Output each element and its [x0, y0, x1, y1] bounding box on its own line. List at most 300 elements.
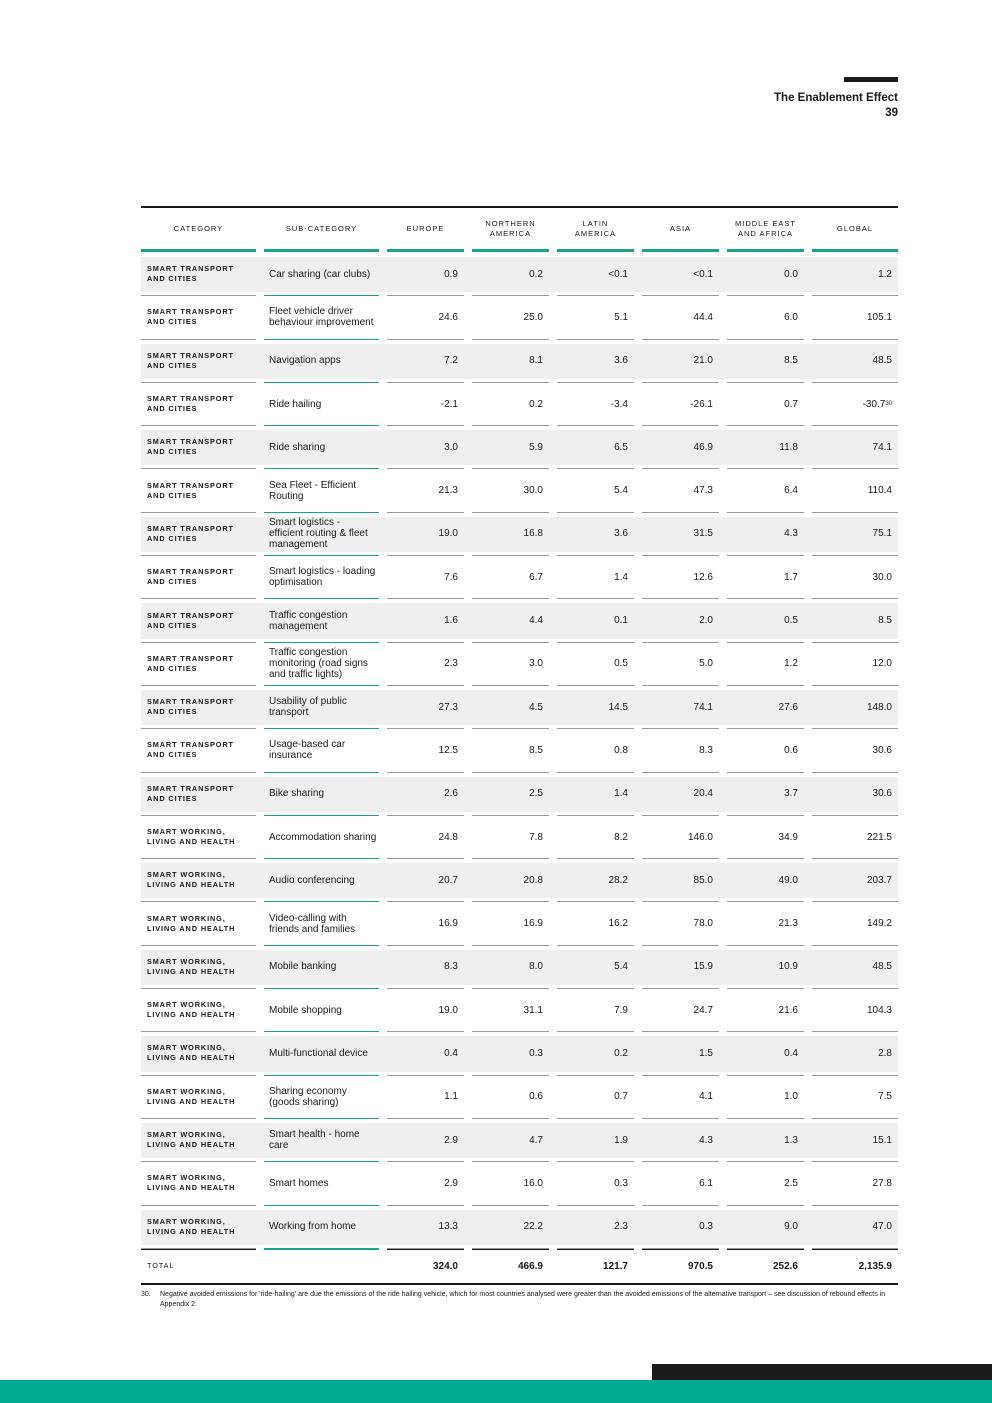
- value-text: 21.3: [778, 918, 798, 930]
- category-cell: [141, 902, 256, 945]
- value-cell-northern-america: [472, 556, 549, 599]
- category-label: SMART TRANSPORT AND CITIES: [147, 567, 234, 587]
- value-text: 12.5: [438, 744, 458, 756]
- value-cell-middle-east-africa: [727, 816, 804, 859]
- value-text: 3.6: [614, 528, 628, 540]
- value-text: 8.0: [529, 961, 543, 973]
- value-cell-northern-america: [472, 902, 549, 945]
- value-cell-northern-america: [472, 253, 549, 296]
- category-label: SMART TRANSPORT AND CITIES: [147, 653, 234, 673]
- sub-category-label: Ride sharing: [269, 441, 326, 453]
- table-row: [141, 1162, 898, 1205]
- value-cell-middle-east-africa: [727, 1076, 804, 1119]
- value-cell-global: -30.7 30: [812, 383, 898, 426]
- category-cell: [141, 686, 256, 729]
- value-cell-asia: [642, 1119, 719, 1162]
- value-cell-asia: [642, 340, 719, 383]
- value-text: 48.5: [872, 355, 892, 367]
- value-cell-latin-america: [557, 729, 634, 772]
- category-label: SMART WORKING, LIVING AND HEALTH: [147, 956, 236, 976]
- table-total-row: [141, 1249, 898, 1283]
- value-text: 21.0: [693, 355, 713, 367]
- category-label: SMART WORKING, LIVING AND HEALTH: [147, 1043, 236, 1063]
- value-text: 0.2: [614, 1047, 628, 1059]
- table-body: [141, 253, 898, 1249]
- value-text: 7.6: [444, 571, 458, 583]
- category-cell: [141, 816, 256, 859]
- value-text: 13.3: [438, 1221, 458, 1233]
- value-text: 6.7: [529, 571, 543, 583]
- header-bar: [844, 77, 898, 82]
- category-cell: [141, 1206, 256, 1249]
- sub-category-cell: [264, 1162, 379, 1205]
- value-text: 221.5: [866, 831, 892, 843]
- value-text: 8.1: [529, 355, 543, 367]
- table-bottom-rule: [141, 1283, 898, 1285]
- value-text: 0.2: [529, 398, 543, 410]
- category-cell: [141, 253, 256, 296]
- footer-dark-bar: [652, 1364, 992, 1380]
- category-label: SMART TRANSPORT AND CITIES: [147, 394, 234, 414]
- category-cell: [141, 773, 256, 816]
- value-cell-europe: [387, 513, 464, 556]
- value-cell-europe: [387, 729, 464, 772]
- value-text: 5.0: [699, 658, 713, 670]
- table-row: [141, 1119, 898, 1162]
- value-cell-latin-america: [557, 1206, 634, 1249]
- value-text: 8.5: [784, 355, 798, 367]
- value-text: 1.4: [614, 788, 628, 800]
- value-cell-global: [812, 1032, 898, 1075]
- value-text: 15.1: [872, 1134, 892, 1146]
- value-text: 49.0: [778, 874, 798, 886]
- table-row: [141, 989, 898, 1032]
- value-text: 24.6: [438, 311, 458, 323]
- value-text: 30.0: [523, 485, 543, 497]
- value-text: 11.8: [779, 441, 798, 453]
- category-cell: [141, 729, 256, 772]
- value-cell-europe: [387, 469, 464, 512]
- table-row: [141, 729, 898, 772]
- value-text: 6.1: [699, 1177, 713, 1189]
- value-text: 7.9: [614, 1004, 628, 1016]
- value-text: 25.0: [523, 311, 543, 323]
- category-label: SMART WORKING, LIVING AND HEALTH: [147, 1000, 236, 1020]
- value-text: 1.4: [614, 571, 628, 583]
- footnote-number: 30.: [141, 1291, 151, 1298]
- table-row: [141, 296, 898, 339]
- value-text: 30.6: [872, 744, 892, 756]
- value-text: 27.3: [438, 701, 458, 713]
- sub-category-cell: [264, 773, 379, 816]
- value-cell-asia: [642, 1162, 719, 1205]
- value-text: 74.1: [872, 441, 892, 453]
- value-cell-global: [812, 729, 898, 772]
- value-cell-latin-america: [557, 946, 634, 989]
- value-cell-middle-east-africa: [727, 643, 804, 686]
- sub-category-label: Audio conferencing: [269, 874, 355, 886]
- sub-category-label: Multi-functional device: [269, 1047, 368, 1059]
- value-cell-latin-america: [557, 816, 634, 859]
- value-text: 4.3: [699, 1134, 713, 1146]
- sub-category-cell: [264, 1032, 379, 1075]
- value-text: 46.9: [693, 441, 713, 453]
- category-cell: [141, 1162, 256, 1205]
- value-cell-europe: [387, 599, 464, 642]
- value-cell-northern-america: [472, 1119, 549, 1162]
- sub-category-label: Smart homes: [269, 1177, 329, 1189]
- value-text: 9.0: [784, 1221, 798, 1233]
- value-cell-middle-east-africa: [727, 989, 804, 1032]
- value-cell-middle-east-africa: [727, 1206, 804, 1249]
- value-cell-global: [812, 1162, 898, 1205]
- value-cell-middle-east-africa: [727, 859, 804, 902]
- sub-category-cell: [264, 729, 379, 772]
- column-header-latin-america: LATIN AMERICA: [557, 208, 634, 252]
- value-text: 203.7: [866, 874, 892, 886]
- value-text: 0.8: [614, 744, 628, 756]
- value-text: 22.2: [523, 1221, 543, 1233]
- sub-category-cell: [264, 1206, 379, 1249]
- value-cell-asia: [642, 1032, 719, 1075]
- value-text: 8.5: [529, 744, 543, 756]
- value-text: 5.9: [529, 441, 543, 453]
- sub-category-cell: [264, 513, 379, 556]
- category-label: SMART TRANSPORT AND CITIES: [147, 480, 234, 500]
- value-text: <0.1: [608, 268, 628, 280]
- category-label: SMART TRANSPORT AND CITIES: [147, 610, 234, 630]
- category-cell: [141, 599, 256, 642]
- category-label: SMART TRANSPORT AND CITIES: [147, 523, 234, 543]
- value-cell-northern-america: [472, 773, 549, 816]
- value-text: 1.5: [699, 1047, 713, 1059]
- value-text: 5.4: [614, 961, 628, 973]
- sub-category-cell: [264, 946, 379, 989]
- value-cell-europe: [387, 773, 464, 816]
- sub-category-cell: [264, 469, 379, 512]
- category-label: SMART WORKING, LIVING AND HEALTH: [147, 870, 236, 890]
- category-cell: [141, 340, 256, 383]
- value-cell-middle-east-africa: [727, 729, 804, 772]
- sub-category-label: Smart health - home care: [269, 1129, 360, 1152]
- value-cell-asia: [642, 773, 719, 816]
- sub-category-label: Accommodation sharing: [269, 831, 377, 843]
- value-cell-global: [812, 426, 898, 469]
- value-text: 12.0: [872, 658, 892, 670]
- column-header-global: GLOBAL: [812, 208, 898, 252]
- value-cell-northern-america: [472, 513, 549, 556]
- value-cell-latin-america: [557, 599, 634, 642]
- value-text: 31.5: [693, 528, 713, 540]
- table-row: [141, 686, 898, 729]
- value-text: 0.0: [784, 268, 798, 280]
- value-cell-middle-east-africa: [727, 556, 804, 599]
- category-label: SMART TRANSPORT AND CITIES: [147, 264, 234, 284]
- sub-category-cell: [264, 1076, 379, 1119]
- value-cell-middle-east-africa: [727, 426, 804, 469]
- value-text: 20.4: [693, 788, 713, 800]
- page-title: The Enablement Effect: [774, 92, 898, 104]
- value-cell-middle-east-africa: [727, 1032, 804, 1075]
- value-text: 1.7: [784, 571, 798, 583]
- value-cell-global: [812, 556, 898, 599]
- value-text: 74.1: [693, 701, 713, 713]
- sub-category-cell: [264, 599, 379, 642]
- sub-category-label: Mobile banking: [269, 961, 337, 973]
- value-text: 48.5: [872, 961, 892, 973]
- value-text: 0.3: [529, 1047, 543, 1059]
- value-cell-middle-east-africa: [727, 1162, 804, 1205]
- value-cell-northern-america: [472, 989, 549, 1032]
- value-text: 47.3: [693, 485, 713, 497]
- emissions-table: [141, 206, 898, 1285]
- value-text: 78.0: [693, 918, 713, 930]
- value-text: 2.8: [878, 1047, 892, 1059]
- value-cell-northern-america: [472, 1032, 549, 1075]
- value-text: 1.2: [878, 268, 892, 280]
- value-cell-global: [812, 902, 898, 945]
- value-text: 27.8: [872, 1177, 892, 1189]
- value-text: 8.3: [699, 744, 713, 756]
- category-label: SMART TRANSPORT AND CITIES: [147, 740, 234, 760]
- value-cell-latin-america: [557, 253, 634, 296]
- value-cell-latin-america: [557, 643, 634, 686]
- value-cell-asia: [642, 946, 719, 989]
- table-header-row: [141, 208, 898, 253]
- value-text: 19.0: [438, 1004, 458, 1016]
- value-cell-middle-east-africa: [727, 383, 804, 426]
- value-cell-global: [812, 643, 898, 686]
- category-label: SMART TRANSPORT AND CITIES: [147, 783, 234, 803]
- table-row: [141, 859, 898, 902]
- value-cell-asia: [642, 1206, 719, 1249]
- footnote-text: Negative avoided emissions for 'ride-hailing' are due the emissions of the ride hailing vehicle, which for most countries analysed were greater than the avoided emissions of the alternative transport – see discussion of rebound effects in Appendix 2.: [160, 1291, 886, 1308]
- value-text: 4.5: [529, 701, 543, 713]
- category-cell: [141, 383, 256, 426]
- total-value-middle-east-africa: 252.6: [727, 1249, 804, 1283]
- value-cell-global: [812, 469, 898, 512]
- column-header-europe: EUROPE: [387, 208, 464, 252]
- value-cell-asia: [642, 426, 719, 469]
- table-row: [141, 1076, 898, 1119]
- value-text: 4.3: [784, 528, 798, 540]
- value-cell-asia: [642, 1076, 719, 1119]
- value-cell-europe: [387, 989, 464, 1032]
- value-cell-global: [812, 296, 898, 339]
- sub-category-cell: [264, 643, 379, 686]
- value-text: 24.8: [438, 831, 458, 843]
- table-row: [141, 643, 898, 686]
- value-cell-latin-america: [557, 340, 634, 383]
- value-text: 0.3: [614, 1177, 628, 1189]
- value-text: 105.1: [866, 311, 892, 323]
- value-cell-global: [812, 946, 898, 989]
- sub-category-label: Working from home: [269, 1221, 357, 1233]
- value-text: 12.6: [693, 571, 713, 583]
- value-cell-northern-america: [472, 643, 549, 686]
- column-header-middle-east-africa: MIDDLE EAST AND AFRICA: [727, 208, 804, 252]
- value-text: 15.9: [693, 961, 713, 973]
- column-header-category: CATEGORY: [141, 208, 256, 252]
- value-cell-latin-america: [557, 773, 634, 816]
- category-cell: [141, 1032, 256, 1075]
- value-text: -26.1: [690, 398, 713, 410]
- value-text: 148.0: [866, 701, 892, 713]
- value-text: 0.6: [784, 744, 798, 756]
- value-text: 34.9: [778, 831, 798, 843]
- value-text: 44.4: [693, 311, 713, 323]
- value-cell-europe: [387, 253, 464, 296]
- value-cell-asia: [642, 469, 719, 512]
- sub-category-label: Traffic congestion monitoring (road signs and traffic lights): [269, 647, 368, 681]
- value-text: <0.1: [693, 268, 713, 280]
- value-text: 10.9: [778, 961, 798, 973]
- value-text: 1.1: [444, 1091, 458, 1103]
- sub-category-label: Ride hailing: [269, 398, 322, 410]
- value-cell-europe: [387, 556, 464, 599]
- table-row: [141, 383, 898, 426]
- value-text: 0.2: [529, 268, 543, 280]
- value-text: 5.4: [614, 485, 628, 497]
- value-text: 3.0: [529, 658, 543, 670]
- sub-category-cell: [264, 340, 379, 383]
- value-text: 27.6: [778, 701, 798, 713]
- category-cell: [141, 643, 256, 686]
- value-text: 3.7: [784, 788, 798, 800]
- category-cell: [141, 469, 256, 512]
- value-text: 4.4: [529, 615, 543, 627]
- total-label: TOTAL: [141, 1249, 256, 1283]
- value-cell-global: [812, 513, 898, 556]
- value-text: 5.1: [614, 311, 628, 323]
- value-text: 31.1: [523, 1004, 543, 1016]
- value-cell-latin-america: [557, 686, 634, 729]
- value-text: 4.7: [529, 1134, 543, 1146]
- category-label: SMART WORKING, LIVING AND HEALTH: [147, 1130, 236, 1150]
- value-text: 16.0: [523, 1177, 543, 1189]
- value-cell-europe: [387, 643, 464, 686]
- value-cell-northern-america: [472, 469, 549, 512]
- footnote: [141, 1290, 898, 1310]
- total-value-northern-america: 466.9: [472, 1249, 549, 1283]
- value-text: 75.1: [872, 528, 892, 540]
- value-cell-europe: [387, 426, 464, 469]
- sub-category-cell: [264, 989, 379, 1032]
- category-label: SMART WORKING, LIVING AND HEALTH: [147, 1173, 236, 1193]
- value-cell-europe: [387, 686, 464, 729]
- value-cell-northern-america: [472, 1076, 549, 1119]
- value-text: 0.5: [614, 658, 628, 670]
- total-value-latin-america: 121.7: [557, 1249, 634, 1283]
- value-cell-europe: [387, 859, 464, 902]
- value-text: 6.5: [614, 441, 628, 453]
- table-row: [141, 426, 898, 469]
- category-label: SMART WORKING, LIVING AND HEALTH: [147, 827, 236, 846]
- value-text: 0.4: [444, 1047, 458, 1059]
- value-text: 1.9: [614, 1134, 628, 1146]
- value-text: 2.5: [529, 788, 543, 800]
- value-cell-global: [812, 1119, 898, 1162]
- sub-category-label: Navigation apps: [269, 355, 341, 367]
- total-value-global: 2,135.9: [812, 1249, 898, 1283]
- value-cell-europe: [387, 1032, 464, 1075]
- column-header-sub-category: SUB-CATEGORY: [264, 208, 379, 252]
- value-text: -30.7: [862, 398, 886, 410]
- value-cell-global: [812, 989, 898, 1032]
- value-text: 149.2: [866, 918, 892, 930]
- value-cell-northern-america: [472, 296, 549, 339]
- value-text: 0.4: [784, 1047, 798, 1059]
- value-cell-middle-east-africa: [727, 469, 804, 512]
- value-text: 6.4: [784, 485, 798, 497]
- category-label: SMART TRANSPORT AND CITIES: [147, 437, 234, 457]
- value-cell-asia: [642, 729, 719, 772]
- value-cell-middle-east-africa: [727, 296, 804, 339]
- value-text: 0.1: [614, 615, 628, 627]
- value-text: 24.7: [693, 1004, 713, 1016]
- sub-category-cell: [264, 296, 379, 339]
- table-row: [141, 773, 898, 816]
- value-cell-asia: [642, 556, 719, 599]
- value-cell-asia: [642, 902, 719, 945]
- value-text: 21.6: [778, 1004, 798, 1016]
- value-text: 30.6: [872, 788, 892, 800]
- value-cell-middle-east-africa: [727, 513, 804, 556]
- value-text: 0.6: [529, 1091, 543, 1103]
- sub-category-cell: [264, 556, 379, 599]
- value-cell-latin-america: [557, 296, 634, 339]
- value-text: 85.0: [693, 874, 713, 886]
- value-text: 1.2: [784, 658, 798, 670]
- value-cell-middle-east-africa: [727, 773, 804, 816]
- value-text: 2.9: [444, 1134, 458, 1146]
- category-label: SMART WORKING, LIVING AND HEALTH: [147, 1216, 236, 1236]
- value-text: 2.5: [784, 1177, 798, 1189]
- sub-category-label: Video-calling with friends and families: [269, 912, 356, 935]
- table-row: [141, 1032, 898, 1075]
- sub-category-cell: [264, 902, 379, 945]
- sub-category-label: Usage-based car insurance: [269, 739, 346, 762]
- value-cell-northern-america: [472, 383, 549, 426]
- value-text: 0.7: [614, 1091, 628, 1103]
- category-label: SMART TRANSPORT AND CITIES: [147, 307, 234, 327]
- category-cell: [141, 296, 256, 339]
- value-cell-asia: [642, 253, 719, 296]
- value-cell-global: [812, 1076, 898, 1119]
- table-row: [141, 253, 898, 296]
- value-text: 16.9: [438, 918, 458, 930]
- value-cell-northern-america: [472, 859, 549, 902]
- value-cell-global: [812, 599, 898, 642]
- sub-category-label: Mobile shopping: [269, 1004, 342, 1016]
- value-text: 3.6: [614, 355, 628, 367]
- value-text: 7.8: [529, 831, 543, 843]
- value-cell-europe: [387, 816, 464, 859]
- value-cell-northern-america: [472, 426, 549, 469]
- table-row: [141, 556, 898, 599]
- value-text: 2.3: [444, 658, 458, 670]
- value-text: 16.8: [523, 528, 543, 540]
- value-cell-northern-america: [472, 340, 549, 383]
- value-text: 0.5: [784, 615, 798, 627]
- value-text: 1.0: [784, 1091, 798, 1103]
- value-text: -2.1: [440, 398, 458, 410]
- value-cell-latin-america: [557, 1032, 634, 1075]
- value-cell-europe: [387, 1206, 464, 1249]
- value-text: 8.5: [878, 615, 892, 627]
- category-cell: [141, 989, 256, 1032]
- value-text: 146.0: [687, 831, 713, 843]
